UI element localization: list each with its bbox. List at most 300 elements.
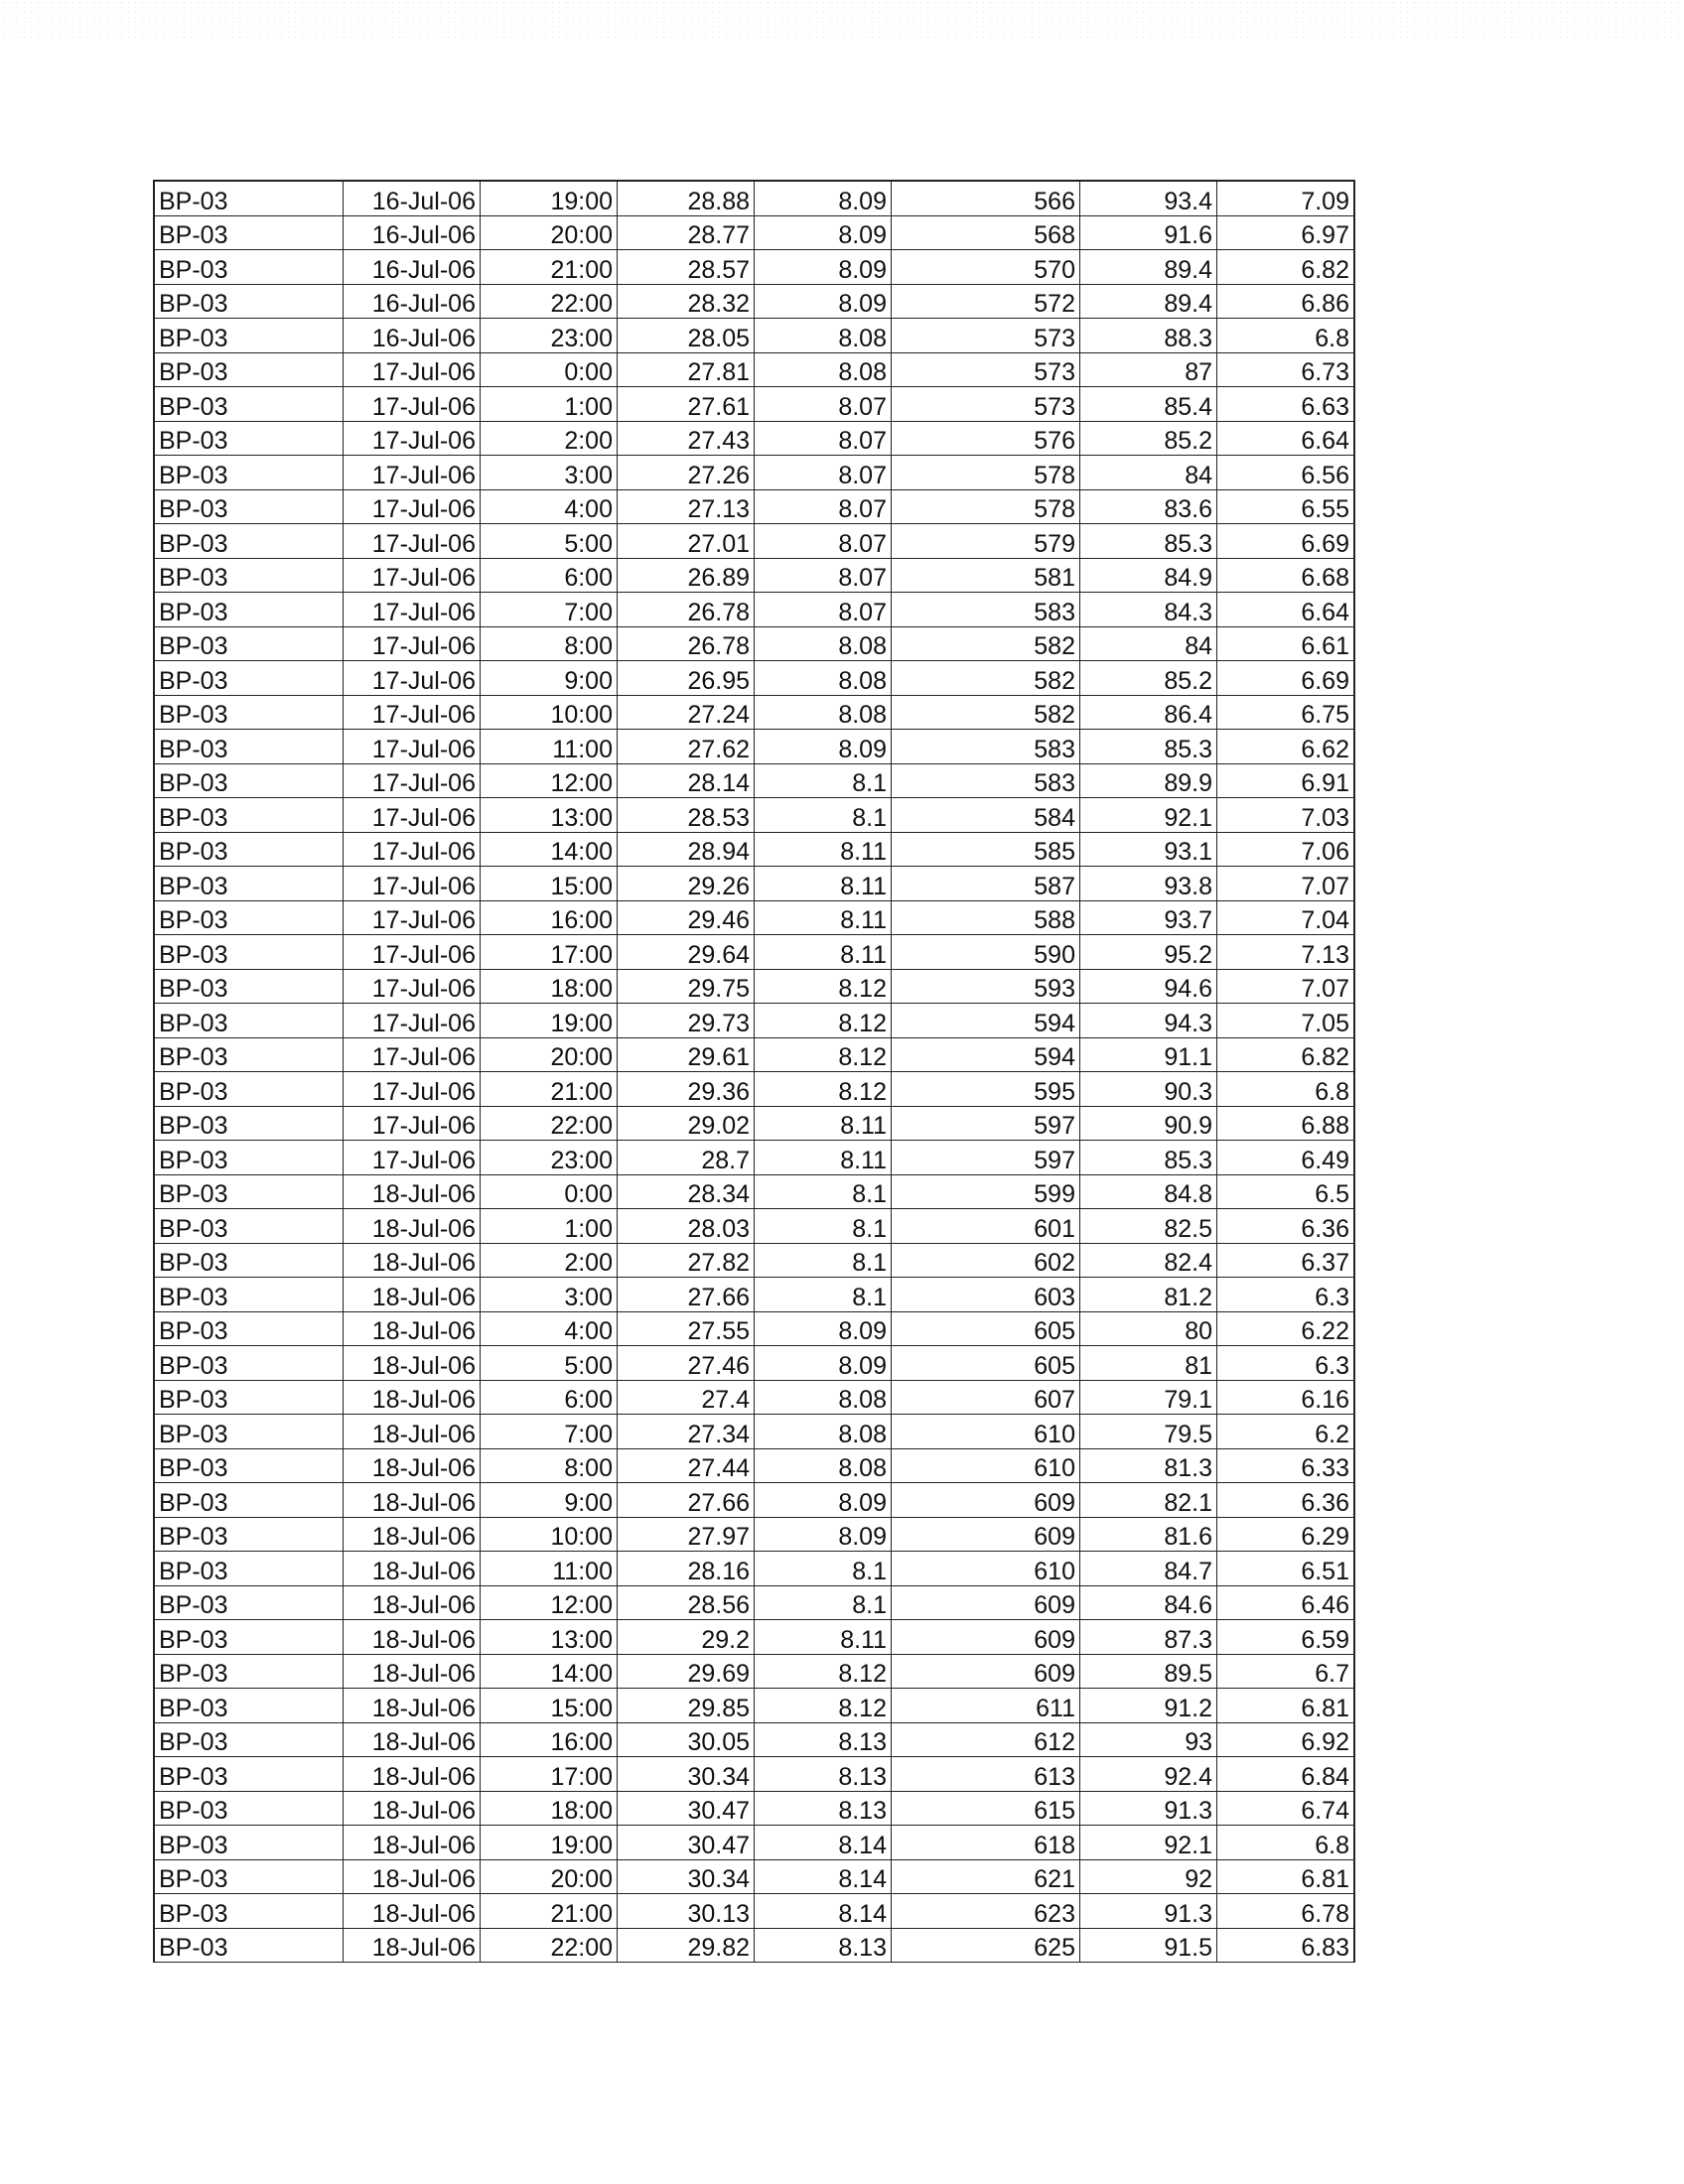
temperature-cell: 27.66 (618, 1278, 755, 1312)
table-row (154, 798, 1354, 833)
do-percent-cell: 85.4 (1080, 387, 1217, 422)
ph-cell: 8.09 (755, 284, 892, 319)
site-id-cell: BP-03 (154, 1894, 344, 1929)
time-cell: 7:00 (481, 1415, 618, 1449)
time-cell: 6:00 (481, 558, 618, 593)
time-cell: 14:00 (481, 1654, 618, 1689)
site-id-cell: BP-03 (154, 1791, 344, 1826)
time-cell: 3:00 (481, 1278, 618, 1312)
date-cell: 17-Jul-06 (344, 798, 481, 833)
do-mgl-cell: 6.74 (1217, 1791, 1355, 1826)
date-cell: 18-Jul-06 (344, 1722, 481, 1757)
site-id-cell: BP-03 (154, 1380, 344, 1415)
time-cell: 20:00 (481, 1037, 618, 1072)
ph-cell: 8.08 (755, 319, 892, 353)
conductivity-cell: 599 (892, 1174, 1080, 1209)
do-percent-cell: 84.7 (1080, 1552, 1217, 1586)
do-mgl-cell: 6.16 (1217, 1380, 1355, 1415)
conductivity-cell: 587 (892, 867, 1080, 901)
table-row (154, 763, 1354, 798)
table-row (154, 387, 1354, 422)
date-cell: 18-Jul-06 (344, 1826, 481, 1860)
date-cell: 17-Jul-06 (344, 1004, 481, 1038)
site-id-cell: BP-03 (154, 1654, 344, 1689)
do-mgl-cell: 7.07 (1217, 867, 1355, 901)
do-mgl-cell: 6.92 (1217, 1722, 1355, 1757)
conductivity-cell: 568 (892, 215, 1080, 250)
temperature-cell: 27.26 (618, 456, 755, 490)
site-id-cell: BP-03 (154, 935, 344, 970)
temperature-cell: 27.24 (618, 695, 755, 730)
date-cell: 18-Jul-06 (344, 1791, 481, 1826)
scan-noise (0, 0, 1684, 40)
temperature-cell: 27.4 (618, 1380, 755, 1415)
conductivity-cell: 573 (892, 319, 1080, 353)
site-id-cell: BP-03 (154, 1757, 344, 1792)
table-row (154, 1654, 1354, 1689)
date-cell: 18-Jul-06 (344, 1311, 481, 1346)
ph-cell: 8.08 (755, 695, 892, 730)
date-cell: 18-Jul-06 (344, 1517, 481, 1552)
do-percent-cell: 79.1 (1080, 1380, 1217, 1415)
time-cell: 10:00 (481, 695, 618, 730)
table-row (154, 661, 1354, 696)
temperature-cell: 28.03 (618, 1209, 755, 1244)
time-cell: 15:00 (481, 1689, 618, 1723)
ph-cell: 8.07 (755, 558, 892, 593)
conductivity-cell: 601 (892, 1209, 1080, 1244)
site-id-cell: BP-03 (154, 1106, 344, 1141)
do-percent-cell: 82.5 (1080, 1209, 1217, 1244)
do-mgl-cell: 6.8 (1217, 319, 1355, 353)
do-percent-cell: 85.3 (1080, 1141, 1217, 1175)
ph-cell: 8.08 (755, 1448, 892, 1483)
table-row (154, 1072, 1354, 1107)
do-percent-cell: 85.3 (1080, 524, 1217, 559)
do-percent-cell: 85.2 (1080, 661, 1217, 696)
do-mgl-cell: 6.63 (1217, 387, 1355, 422)
do-mgl-cell: 6.46 (1217, 1585, 1355, 1620)
site-id-cell: BP-03 (154, 832, 344, 867)
conductivity-cell: 566 (892, 181, 1080, 215)
time-cell: 14:00 (481, 832, 618, 867)
do-percent-cell: 92.4 (1080, 1757, 1217, 1792)
do-percent-cell: 93 (1080, 1722, 1217, 1757)
site-id-cell: BP-03 (154, 1826, 344, 1860)
do-percent-cell: 91.5 (1080, 1928, 1217, 1963)
time-cell: 2:00 (481, 1243, 618, 1278)
table-row (154, 626, 1354, 661)
ph-cell: 8.14 (755, 1894, 892, 1929)
do-percent-cell: 92.1 (1080, 1826, 1217, 1860)
conductivity-cell: 578 (892, 456, 1080, 490)
date-cell: 17-Jul-06 (344, 489, 481, 524)
time-cell: 20:00 (481, 215, 618, 250)
site-id-cell: BP-03 (154, 1209, 344, 1244)
time-cell: 13:00 (481, 1620, 618, 1655)
do-percent-cell: 92.1 (1080, 798, 1217, 833)
ph-cell: 8.14 (755, 1859, 892, 1894)
site-id-cell: BP-03 (154, 1722, 344, 1757)
do-mgl-cell: 6.86 (1217, 284, 1355, 319)
date-cell: 18-Jul-06 (344, 1278, 481, 1312)
time-cell: 0:00 (481, 1174, 618, 1209)
site-id-cell: BP-03 (154, 524, 344, 559)
do-percent-cell: 83.6 (1080, 489, 1217, 524)
table-row (154, 456, 1354, 490)
table-row (154, 1585, 1354, 1620)
table-row (154, 524, 1354, 559)
site-id-cell: BP-03 (154, 558, 344, 593)
temperature-cell: 28.53 (618, 798, 755, 833)
date-cell: 17-Jul-06 (344, 626, 481, 661)
conductivity-cell: 584 (892, 798, 1080, 833)
table-row (154, 215, 1354, 250)
table-row (154, 1346, 1354, 1381)
ph-cell: 8.09 (755, 1517, 892, 1552)
site-id-cell: BP-03 (154, 319, 344, 353)
do-percent-cell: 84.9 (1080, 558, 1217, 593)
table-row (154, 1483, 1354, 1518)
table-row (154, 1278, 1354, 1312)
ph-cell: 8.1 (755, 763, 892, 798)
do-mgl-cell: 6.49 (1217, 1141, 1355, 1175)
table-row (154, 1791, 1354, 1826)
site-id-cell: BP-03 (154, 1072, 344, 1107)
do-mgl-cell: 6.3 (1217, 1346, 1355, 1381)
temperature-cell: 27.97 (618, 1517, 755, 1552)
time-cell: 4:00 (481, 1311, 618, 1346)
do-percent-cell: 81.2 (1080, 1278, 1217, 1312)
do-percent-cell: 81 (1080, 1346, 1217, 1381)
do-mgl-cell: 7.03 (1217, 798, 1355, 833)
site-id-cell: BP-03 (154, 489, 344, 524)
site-id-cell: BP-03 (154, 1243, 344, 1278)
do-percent-cell: 84.3 (1080, 593, 1217, 627)
conductivity-cell: 609 (892, 1654, 1080, 1689)
table-row (154, 1311, 1354, 1346)
date-cell: 16-Jul-06 (344, 319, 481, 353)
table-row (154, 867, 1354, 901)
date-cell: 16-Jul-06 (344, 250, 481, 285)
site-id-cell: BP-03 (154, 1004, 344, 1038)
ph-cell: 8.08 (755, 1415, 892, 1449)
ph-cell: 8.07 (755, 421, 892, 456)
do-percent-cell: 89.4 (1080, 250, 1217, 285)
do-percent-cell: 92 (1080, 1859, 1217, 1894)
do-percent-cell: 93.4 (1080, 181, 1217, 215)
do-mgl-cell: 6.73 (1217, 352, 1355, 387)
do-percent-cell: 87.3 (1080, 1620, 1217, 1655)
conductivity-cell: 612 (892, 1722, 1080, 1757)
temperature-cell: 29.26 (618, 867, 755, 901)
table-row (154, 250, 1354, 285)
conductivity-cell: 593 (892, 969, 1080, 1004)
do-percent-cell: 84.8 (1080, 1174, 1217, 1209)
temperature-cell: 28.32 (618, 284, 755, 319)
temperature-cell: 29.73 (618, 1004, 755, 1038)
do-mgl-cell: 6.36 (1217, 1209, 1355, 1244)
table-row (154, 1448, 1354, 1483)
date-cell: 17-Jul-06 (344, 593, 481, 627)
ph-cell: 8.09 (755, 181, 892, 215)
do-mgl-cell: 6.64 (1217, 593, 1355, 627)
time-cell: 18:00 (481, 1791, 618, 1826)
site-id-cell: BP-03 (154, 900, 344, 935)
conductivity-cell: 605 (892, 1311, 1080, 1346)
site-id-cell: BP-03 (154, 1689, 344, 1723)
temperature-cell: 30.47 (618, 1826, 755, 1860)
date-cell: 17-Jul-06 (344, 832, 481, 867)
temperature-cell: 28.77 (618, 215, 755, 250)
do-mgl-cell: 7.05 (1217, 1004, 1355, 1038)
do-percent-cell: 91.3 (1080, 1791, 1217, 1826)
do-mgl-cell: 7.04 (1217, 900, 1355, 935)
do-percent-cell: 81.6 (1080, 1517, 1217, 1552)
temperature-cell: 29.36 (618, 1072, 755, 1107)
do-mgl-cell: 6.78 (1217, 1894, 1355, 1929)
site-id-cell: BP-03 (154, 1141, 344, 1175)
ph-cell: 8.07 (755, 387, 892, 422)
do-mgl-cell: 6.56 (1217, 456, 1355, 490)
do-mgl-cell: 6.2 (1217, 1415, 1355, 1449)
time-cell: 6:00 (481, 1380, 618, 1415)
temperature-cell: 28.7 (618, 1141, 755, 1175)
do-mgl-cell: 6.36 (1217, 1483, 1355, 1518)
do-percent-cell: 85.2 (1080, 421, 1217, 456)
ph-cell: 8.1 (755, 798, 892, 833)
do-mgl-cell: 6.62 (1217, 730, 1355, 764)
table-row (154, 1928, 1354, 1963)
ph-cell: 8.08 (755, 661, 892, 696)
do-percent-cell: 80 (1080, 1311, 1217, 1346)
do-percent-cell: 84 (1080, 626, 1217, 661)
time-cell: 9:00 (481, 661, 618, 696)
ph-cell: 8.13 (755, 1791, 892, 1826)
date-cell: 18-Jul-06 (344, 1415, 481, 1449)
do-percent-cell: 93.7 (1080, 900, 1217, 935)
ph-cell: 8.12 (755, 1072, 892, 1107)
table-row (154, 1243, 1354, 1278)
date-cell: 17-Jul-06 (344, 900, 481, 935)
table-row (154, 1037, 1354, 1072)
temperature-cell: 27.43 (618, 421, 755, 456)
conductivity-cell: 609 (892, 1483, 1080, 1518)
time-cell: 21:00 (481, 1072, 618, 1107)
date-cell: 17-Jul-06 (344, 421, 481, 456)
table-row (154, 969, 1354, 1004)
table-row (154, 284, 1354, 319)
temperature-cell: 26.78 (618, 593, 755, 627)
table-row (154, 1552, 1354, 1586)
date-cell: 17-Jul-06 (344, 730, 481, 764)
conductivity-cell: 607 (892, 1380, 1080, 1415)
do-mgl-cell: 6.59 (1217, 1620, 1355, 1655)
table-row (154, 1106, 1354, 1141)
time-cell: 7:00 (481, 593, 618, 627)
date-cell: 18-Jul-06 (344, 1243, 481, 1278)
conductivity-cell: 572 (892, 284, 1080, 319)
site-id-cell: BP-03 (154, 661, 344, 696)
time-cell: 17:00 (481, 935, 618, 970)
time-cell: 19:00 (481, 1004, 618, 1038)
ph-cell: 8.11 (755, 832, 892, 867)
do-mgl-cell: 6.83 (1217, 1928, 1355, 1963)
do-mgl-cell: 6.51 (1217, 1552, 1355, 1586)
do-mgl-cell: 6.5 (1217, 1174, 1355, 1209)
table-row (154, 319, 1354, 353)
date-cell: 16-Jul-06 (344, 284, 481, 319)
do-percent-cell: 87 (1080, 352, 1217, 387)
do-mgl-cell: 6.3 (1217, 1278, 1355, 1312)
conductivity-cell: 618 (892, 1826, 1080, 1860)
do-percent-cell: 91.1 (1080, 1037, 1217, 1072)
site-id-cell: BP-03 (154, 456, 344, 490)
table-row (154, 1757, 1354, 1792)
temperature-cell: 28.57 (618, 250, 755, 285)
do-mgl-cell: 6.82 (1217, 1037, 1355, 1072)
do-mgl-cell: 7.13 (1217, 935, 1355, 970)
temperature-cell: 30.13 (618, 1894, 755, 1929)
date-cell: 17-Jul-06 (344, 558, 481, 593)
conductivity-cell: 583 (892, 730, 1080, 764)
time-cell: 18:00 (481, 969, 618, 1004)
do-percent-cell: 91.2 (1080, 1689, 1217, 1723)
site-id-cell: BP-03 (154, 421, 344, 456)
conductivity-cell: 625 (892, 1928, 1080, 1963)
table-row (154, 181, 1354, 215)
table-row (154, 1517, 1354, 1552)
do-mgl-cell: 6.81 (1217, 1859, 1355, 1894)
ph-cell: 8.12 (755, 1004, 892, 1038)
temperature-cell: 26.95 (618, 661, 755, 696)
date-cell: 17-Jul-06 (344, 352, 481, 387)
do-mgl-cell: 6.33 (1217, 1448, 1355, 1483)
time-cell: 15:00 (481, 867, 618, 901)
do-mgl-cell: 6.88 (1217, 1106, 1355, 1141)
table-row (154, 730, 1354, 764)
temperature-cell: 27.62 (618, 730, 755, 764)
date-cell: 17-Jul-06 (344, 763, 481, 798)
time-cell: 0:00 (481, 352, 618, 387)
table-row (154, 900, 1354, 935)
conductivity-cell: 605 (892, 1346, 1080, 1381)
conductivity-cell: 582 (892, 661, 1080, 696)
ph-cell: 8.09 (755, 1346, 892, 1381)
monitoring-data-table (153, 180, 1355, 1963)
do-percent-cell: 89.4 (1080, 284, 1217, 319)
date-cell: 18-Jul-06 (344, 1380, 481, 1415)
table-row (154, 832, 1354, 867)
ph-cell: 8.11 (755, 1106, 892, 1141)
temperature-cell: 29.02 (618, 1106, 755, 1141)
do-percent-cell: 93.8 (1080, 867, 1217, 901)
conductivity-cell: 581 (892, 558, 1080, 593)
conductivity-cell: 576 (892, 421, 1080, 456)
conductivity-cell: 609 (892, 1585, 1080, 1620)
ph-cell: 8.11 (755, 900, 892, 935)
site-id-cell: BP-03 (154, 1517, 344, 1552)
do-percent-cell: 94.6 (1080, 969, 1217, 1004)
site-id-cell: BP-03 (154, 1483, 344, 1518)
table-row (154, 1141, 1354, 1175)
do-mgl-cell: 6.61 (1217, 626, 1355, 661)
site-id-cell: BP-03 (154, 1415, 344, 1449)
date-cell: 18-Jul-06 (344, 1174, 481, 1209)
table-body (154, 181, 1354, 1963)
do-mgl-cell: 7.06 (1217, 832, 1355, 867)
do-mgl-cell: 6.69 (1217, 524, 1355, 559)
table-row (154, 695, 1354, 730)
table-row (154, 1722, 1354, 1757)
do-percent-cell: 93.1 (1080, 832, 1217, 867)
conductivity-cell: 609 (892, 1517, 1080, 1552)
date-cell: 17-Jul-06 (344, 524, 481, 559)
temperature-cell: 28.56 (618, 1585, 755, 1620)
table-row (154, 1209, 1354, 1244)
date-cell: 18-Jul-06 (344, 1552, 481, 1586)
time-cell: 21:00 (481, 250, 618, 285)
conductivity-cell: 609 (892, 1620, 1080, 1655)
date-cell: 17-Jul-06 (344, 969, 481, 1004)
table-row (154, 593, 1354, 627)
table-row (154, 489, 1354, 524)
date-cell: 18-Jul-06 (344, 1894, 481, 1929)
do-percent-cell: 91.3 (1080, 1894, 1217, 1929)
temperature-cell: 27.01 (618, 524, 755, 559)
ph-cell: 8.1 (755, 1585, 892, 1620)
temperature-cell: 28.05 (618, 319, 755, 353)
conductivity-cell: 570 (892, 250, 1080, 285)
temperature-cell: 27.13 (618, 489, 755, 524)
conductivity-cell: 585 (892, 832, 1080, 867)
temperature-cell: 29.75 (618, 969, 755, 1004)
temperature-cell: 27.82 (618, 1243, 755, 1278)
do-mgl-cell: 6.81 (1217, 1689, 1355, 1723)
conductivity-cell: 582 (892, 626, 1080, 661)
table-row (154, 1620, 1354, 1655)
time-cell: 21:00 (481, 1894, 618, 1929)
conductivity-cell: 582 (892, 695, 1080, 730)
site-id-cell: BP-03 (154, 798, 344, 833)
ph-cell: 8.1 (755, 1278, 892, 1312)
date-cell: 17-Jul-06 (344, 387, 481, 422)
ph-cell: 8.1 (755, 1552, 892, 1586)
table-row (154, 1174, 1354, 1209)
do-mgl-cell: 6.37 (1217, 1243, 1355, 1278)
time-cell: 22:00 (481, 1928, 618, 1963)
time-cell: 12:00 (481, 1585, 618, 1620)
time-cell: 10:00 (481, 1517, 618, 1552)
ph-cell: 8.12 (755, 1654, 892, 1689)
site-id-cell: BP-03 (154, 1928, 344, 1963)
conductivity-cell: 583 (892, 763, 1080, 798)
date-cell: 18-Jul-06 (344, 1928, 481, 1963)
temperature-cell: 28.14 (618, 763, 755, 798)
date-cell: 18-Jul-06 (344, 1448, 481, 1483)
do-percent-cell: 84 (1080, 456, 1217, 490)
date-cell: 18-Jul-06 (344, 1483, 481, 1518)
conductivity-cell: 610 (892, 1552, 1080, 1586)
conductivity-cell: 583 (892, 593, 1080, 627)
do-mgl-cell: 6.75 (1217, 695, 1355, 730)
site-id-cell: BP-03 (154, 763, 344, 798)
ph-cell: 8.07 (755, 524, 892, 559)
do-percent-cell: 95.2 (1080, 935, 1217, 970)
table-row (154, 1859, 1354, 1894)
site-id-cell: BP-03 (154, 1037, 344, 1072)
conductivity-cell: 610 (892, 1415, 1080, 1449)
